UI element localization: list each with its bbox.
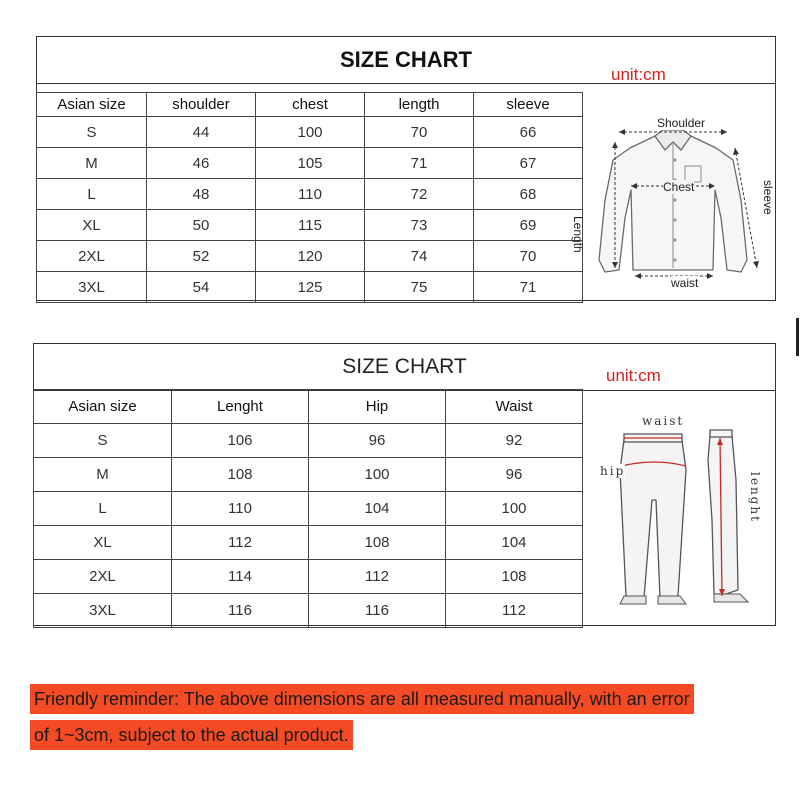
sleeve-cell: 70 [474,241,583,272]
length-cell: 73 [365,210,474,241]
bottom-table-header-row [34,390,583,424]
waist-cell: 96 [446,458,583,492]
table-row [34,458,583,492]
header-length: length [365,93,474,117]
sleeve-label: sleeve [761,180,775,215]
pants-icon [594,400,774,624]
shoulder-cell: 46 [147,148,256,179]
top-chart-unit: unit:cm [611,65,666,84]
sleeve-cell: 68 [474,179,583,210]
hip-cell: 108 [309,526,446,560]
table-row [34,424,583,458]
length-cell: 72 [365,179,474,210]
size-cell: M [34,458,172,492]
size-cell: 3XL [37,272,147,303]
bottom-chart-title-bar [34,344,775,391]
reminder-line-2: of 1~3cm, subject to the actual product. [30,720,353,750]
bottom-size-table [33,389,583,628]
length-cell: 114 [172,560,309,594]
length-cell: 110 [172,492,309,526]
waist-cell: 108 [446,560,583,594]
chest-cell: 110 [256,179,365,210]
chest-cell: 100 [256,117,365,148]
header-asian-size: Asian size [34,390,172,424]
waist-cell: 100 [446,492,583,526]
table-row [34,526,583,560]
chest-cell: 120 [256,241,365,272]
top-size-chart [36,36,776,301]
waist-label: waist [671,276,699,290]
shirt-icon [585,100,775,300]
size-cell: L [37,179,147,210]
size-cell: S [34,424,172,458]
reminder-line-1: Friendly reminder: The above dimensions are all measured manually, with an error [30,684,694,714]
sleeve-cell: 71 [474,272,583,303]
header-length: Lenght [172,390,309,424]
waist-cell: 104 [446,526,583,560]
waist-cell: 92 [446,424,583,458]
table-row [37,210,583,241]
shoulder-cell: 44 [147,117,256,148]
bottom-size-chart [33,343,776,626]
chest-cell: 125 [256,272,365,303]
table-row [37,241,583,272]
length-cell: 112 [172,526,309,560]
size-cell: M [37,148,147,179]
table-row [34,492,583,526]
table-row [37,272,583,303]
header-shoulder: shoulder [147,93,256,117]
bottom-chart-title: SIZE CHART [342,355,467,378]
size-cell: L [34,492,172,526]
shoulder-cell: 52 [147,241,256,272]
header-chest: chest [256,93,365,117]
top-size-table [36,92,583,303]
chest-cell: 105 [256,148,365,179]
length-cell: 71 [365,148,474,179]
table-row [37,179,583,210]
hip-cell: 112 [309,560,446,594]
chest-cell: 115 [256,210,365,241]
size-cell: 2XL [37,241,147,272]
length-cell: 108 [172,458,309,492]
table-row [37,148,583,179]
length-cell: 70 [365,117,474,148]
shoulder-cell: 54 [147,272,256,303]
hip-cell: 100 [309,458,446,492]
length-cell: 106 [172,424,309,458]
header-hip: Hip [309,390,446,424]
header-sleeve: sleeve [474,93,583,117]
top-table-header-row [37,93,583,117]
bottom-chart-unit: unit:cm [606,366,661,385]
length-cell: 74 [365,241,474,272]
edge-divider [796,318,799,356]
waist-cell: 112 [446,594,583,628]
length-cell: 75 [365,272,474,303]
hip-cell: 96 [309,424,446,458]
table-row [34,560,583,594]
hip-cell: 104 [309,492,446,526]
table-row [34,594,583,628]
pants-illustration [594,400,774,624]
shoulder-label: Shoulder [657,116,706,130]
sleeve-cell: 69 [474,210,583,241]
length-label: lenght [748,472,762,523]
top-chart-title: SIZE CHART [340,47,472,72]
size-cell: 3XL [34,594,172,628]
sleeve-cell: 66 [474,117,583,148]
sleeve-cell: 67 [474,148,583,179]
header-asian-size: Asian size [37,93,147,117]
shoulder-cell: 50 [147,210,256,241]
shoulder-cell: 48 [147,179,256,210]
size-cell: XL [37,210,147,241]
header-waist: Waist [446,390,583,424]
shirt-illustration [571,100,775,300]
hip-label: hip [600,464,626,478]
length-cell: 116 [172,594,309,628]
hip-cell: 116 [309,594,446,628]
table-row [37,117,583,148]
length-label: Length [571,216,585,253]
waist-label: waist [642,414,685,428]
size-cell: XL [34,526,172,560]
chest-label: Chest [663,180,695,194]
size-cell: S [37,117,147,148]
size-cell: 2XL [34,560,172,594]
